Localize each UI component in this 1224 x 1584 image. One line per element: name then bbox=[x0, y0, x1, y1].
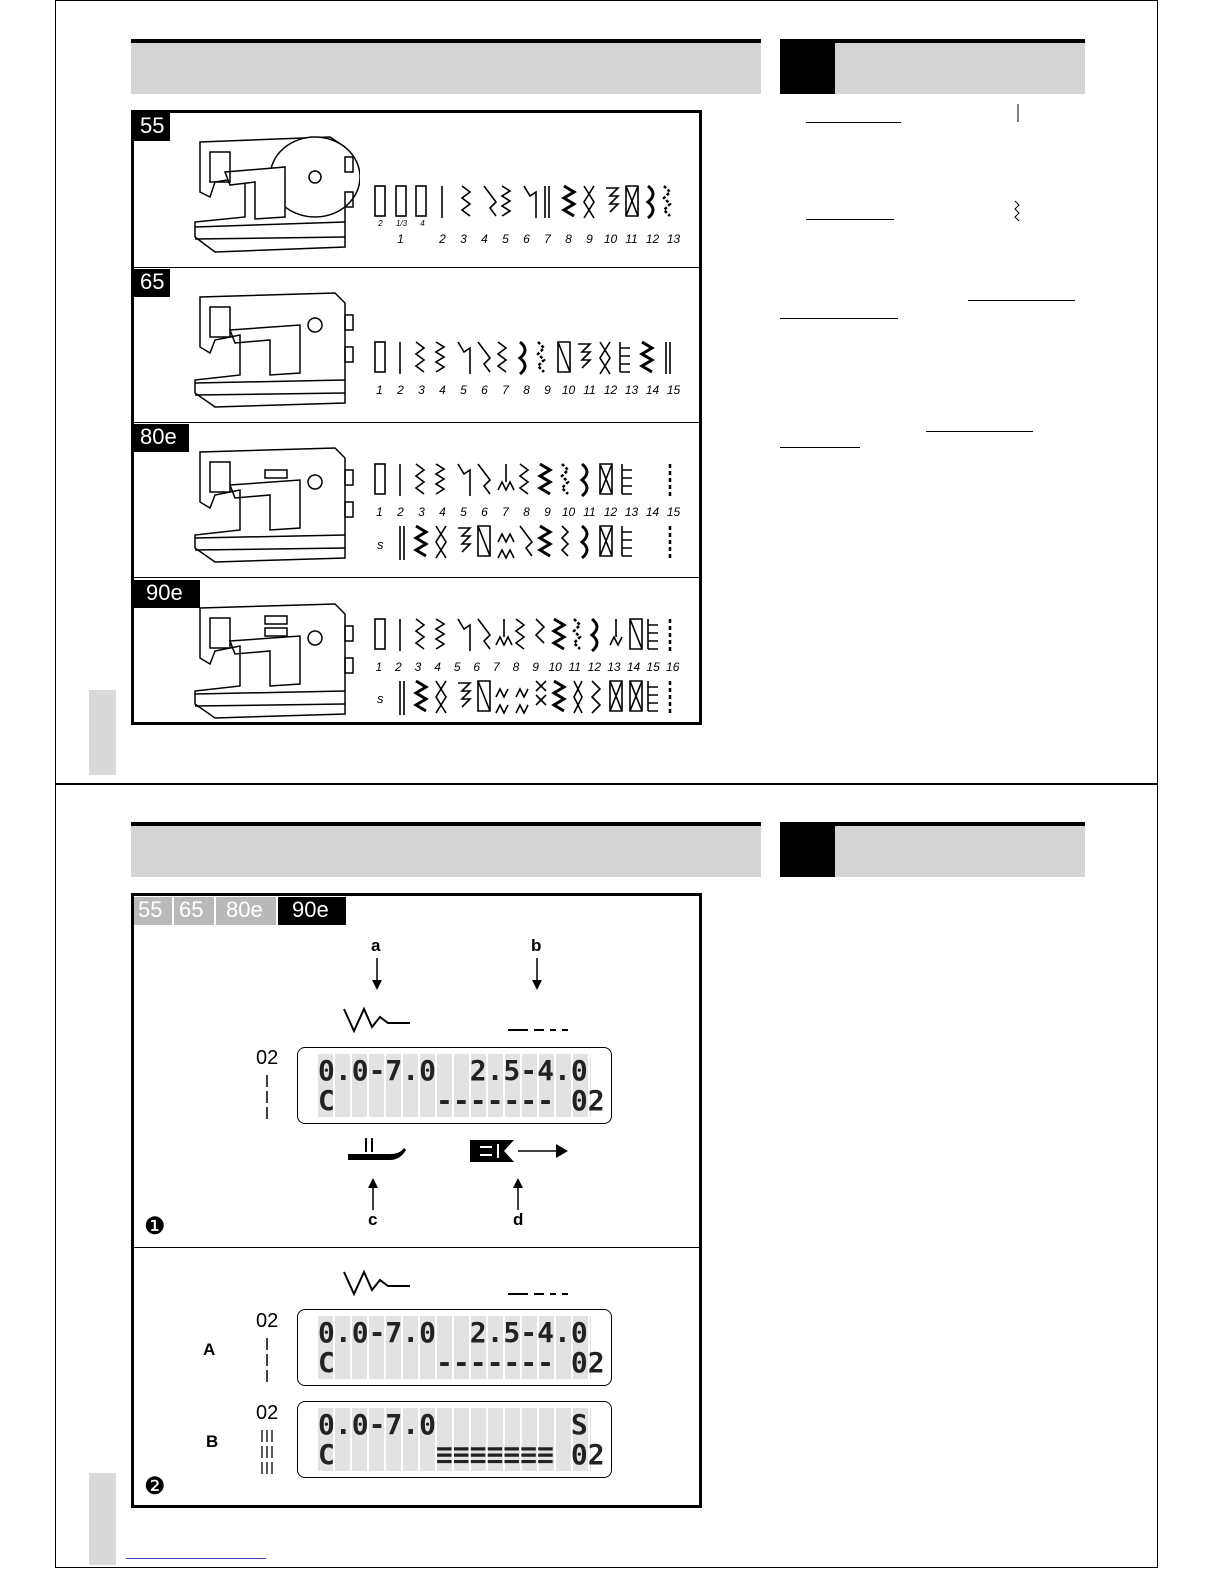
stitch-numbers-55: 1 bbox=[397, 232, 404, 246]
s-label-80e: s bbox=[377, 537, 384, 552]
stitch-number: 02 bbox=[256, 1310, 279, 1332]
model-tab-90e: 90e bbox=[278, 897, 346, 925]
sewing-machine-illustration bbox=[185, 440, 360, 570]
text-underline bbox=[806, 219, 894, 220]
stitch-numbers-90e: 1 2 3 4 5 6 7 8 9 10 11 12 13 14 15 16 bbox=[375, 660, 680, 674]
model-tab-80e: 80e bbox=[134, 424, 189, 452]
zigzag-width-icon bbox=[342, 1005, 412, 1035]
text-underline bbox=[806, 122, 901, 123]
row-divider bbox=[134, 422, 699, 423]
model-tab-65: 65 bbox=[174, 897, 214, 925]
s-label-90e: s bbox=[377, 691, 384, 706]
stitch-length-icon bbox=[506, 1024, 570, 1036]
model-tab-55: 55 bbox=[134, 113, 170, 141]
figure-number-2: ❷ bbox=[144, 1473, 166, 1500]
lcd-display-a bbox=[297, 1309, 612, 1386]
figure-number-1: ❶ bbox=[144, 1213, 166, 1240]
stitch-length-icon bbox=[506, 1288, 570, 1300]
row-label-b: B bbox=[206, 1432, 219, 1451]
callout-a: a bbox=[371, 936, 381, 955]
lcd-display bbox=[297, 1047, 612, 1124]
callout-b: b bbox=[531, 936, 542, 955]
zigzag-width-icon bbox=[342, 1268, 412, 1298]
sewing-machine-illustration bbox=[185, 285, 360, 415]
margin-tab-marker bbox=[89, 690, 116, 775]
stitch-patterns-65 bbox=[372, 338, 682, 378]
lcd-display-b bbox=[297, 1401, 612, 1478]
stitch-number: 02 bbox=[256, 1047, 279, 1069]
figure-divider bbox=[134, 1247, 699, 1248]
sewing-machine-illustration bbox=[185, 127, 360, 257]
zigzag-stitch-icon bbox=[1011, 200, 1023, 222]
model-tab-90e: 90e bbox=[134, 580, 200, 608]
lcd-line-2: C ≡≡≡≡≡≡≡ 02 bbox=[318, 1438, 605, 1471]
triple-straight-stitch-icon bbox=[259, 1428, 275, 1478]
straight-stitch-icon bbox=[1013, 103, 1023, 123]
lcd-line-1: 0.0-7.0 2.5-4.0 bbox=[318, 1316, 588, 1349]
text-underline bbox=[780, 447, 860, 448]
stitch-numbers-80e: 1 2 3 4 5 6 7 8 9 10 11 12 13 14 15 bbox=[376, 505, 681, 519]
callout-d: d bbox=[513, 1210, 524, 1229]
arrow-up-icon bbox=[366, 1176, 380, 1210]
header-bar-left bbox=[131, 822, 761, 877]
arrow-up-icon bbox=[511, 1176, 525, 1210]
stitch-sub-numbers-55: 2 1/3 4 bbox=[378, 219, 425, 228]
model-tab-65: 65 bbox=[134, 269, 170, 297]
header-bar-left bbox=[131, 39, 761, 94]
row-divider bbox=[134, 267, 699, 268]
straight-stitch-icon bbox=[262, 1336, 272, 1386]
arrow-down-icon bbox=[370, 958, 384, 992]
stitch-patterns-55 bbox=[372, 182, 682, 222]
text-underline bbox=[780, 318, 898, 319]
text-underline bbox=[968, 300, 1075, 301]
margin-tab-marker bbox=[89, 1473, 116, 1565]
straight-stitch-icon bbox=[262, 1073, 272, 1123]
model-tab-80e: 80e bbox=[216, 897, 276, 925]
section-marker-block bbox=[780, 822, 835, 877]
callout-c: c bbox=[368, 1210, 378, 1229]
buttonhole-foot-icon bbox=[468, 1138, 570, 1164]
presser-foot-icon bbox=[342, 1136, 406, 1166]
row-label-a: A bbox=[203, 1340, 216, 1359]
lcd-line-1: 0.0-7.0 S bbox=[318, 1408, 588, 1441]
stitch-numbers-55: 2 3 4 5 6 7 8 9 10 11 12 13 bbox=[439, 232, 681, 246]
footer-link-underline[interactable] bbox=[126, 1558, 266, 1559]
model-tab-55: 55 bbox=[134, 897, 172, 925]
lcd-line-2: C ------- 02 bbox=[318, 1346, 605, 1379]
row-divider bbox=[134, 577, 699, 578]
sewing-machine-illustration bbox=[185, 596, 360, 721]
lcd-line-2: C ------- 02 bbox=[318, 1084, 605, 1117]
text-underline bbox=[926, 431, 1033, 432]
lcd-line-1: 0.0-7.0 2.5-4.0 bbox=[318, 1054, 588, 1087]
section-marker-block bbox=[780, 39, 835, 94]
arrow-down-icon bbox=[530, 958, 544, 992]
stitch-number: 02 bbox=[256, 1402, 279, 1424]
stitch-numbers-65: 1 2 3 4 5 6 7 8 9 10 11 12 13 14 15 bbox=[376, 383, 681, 397]
